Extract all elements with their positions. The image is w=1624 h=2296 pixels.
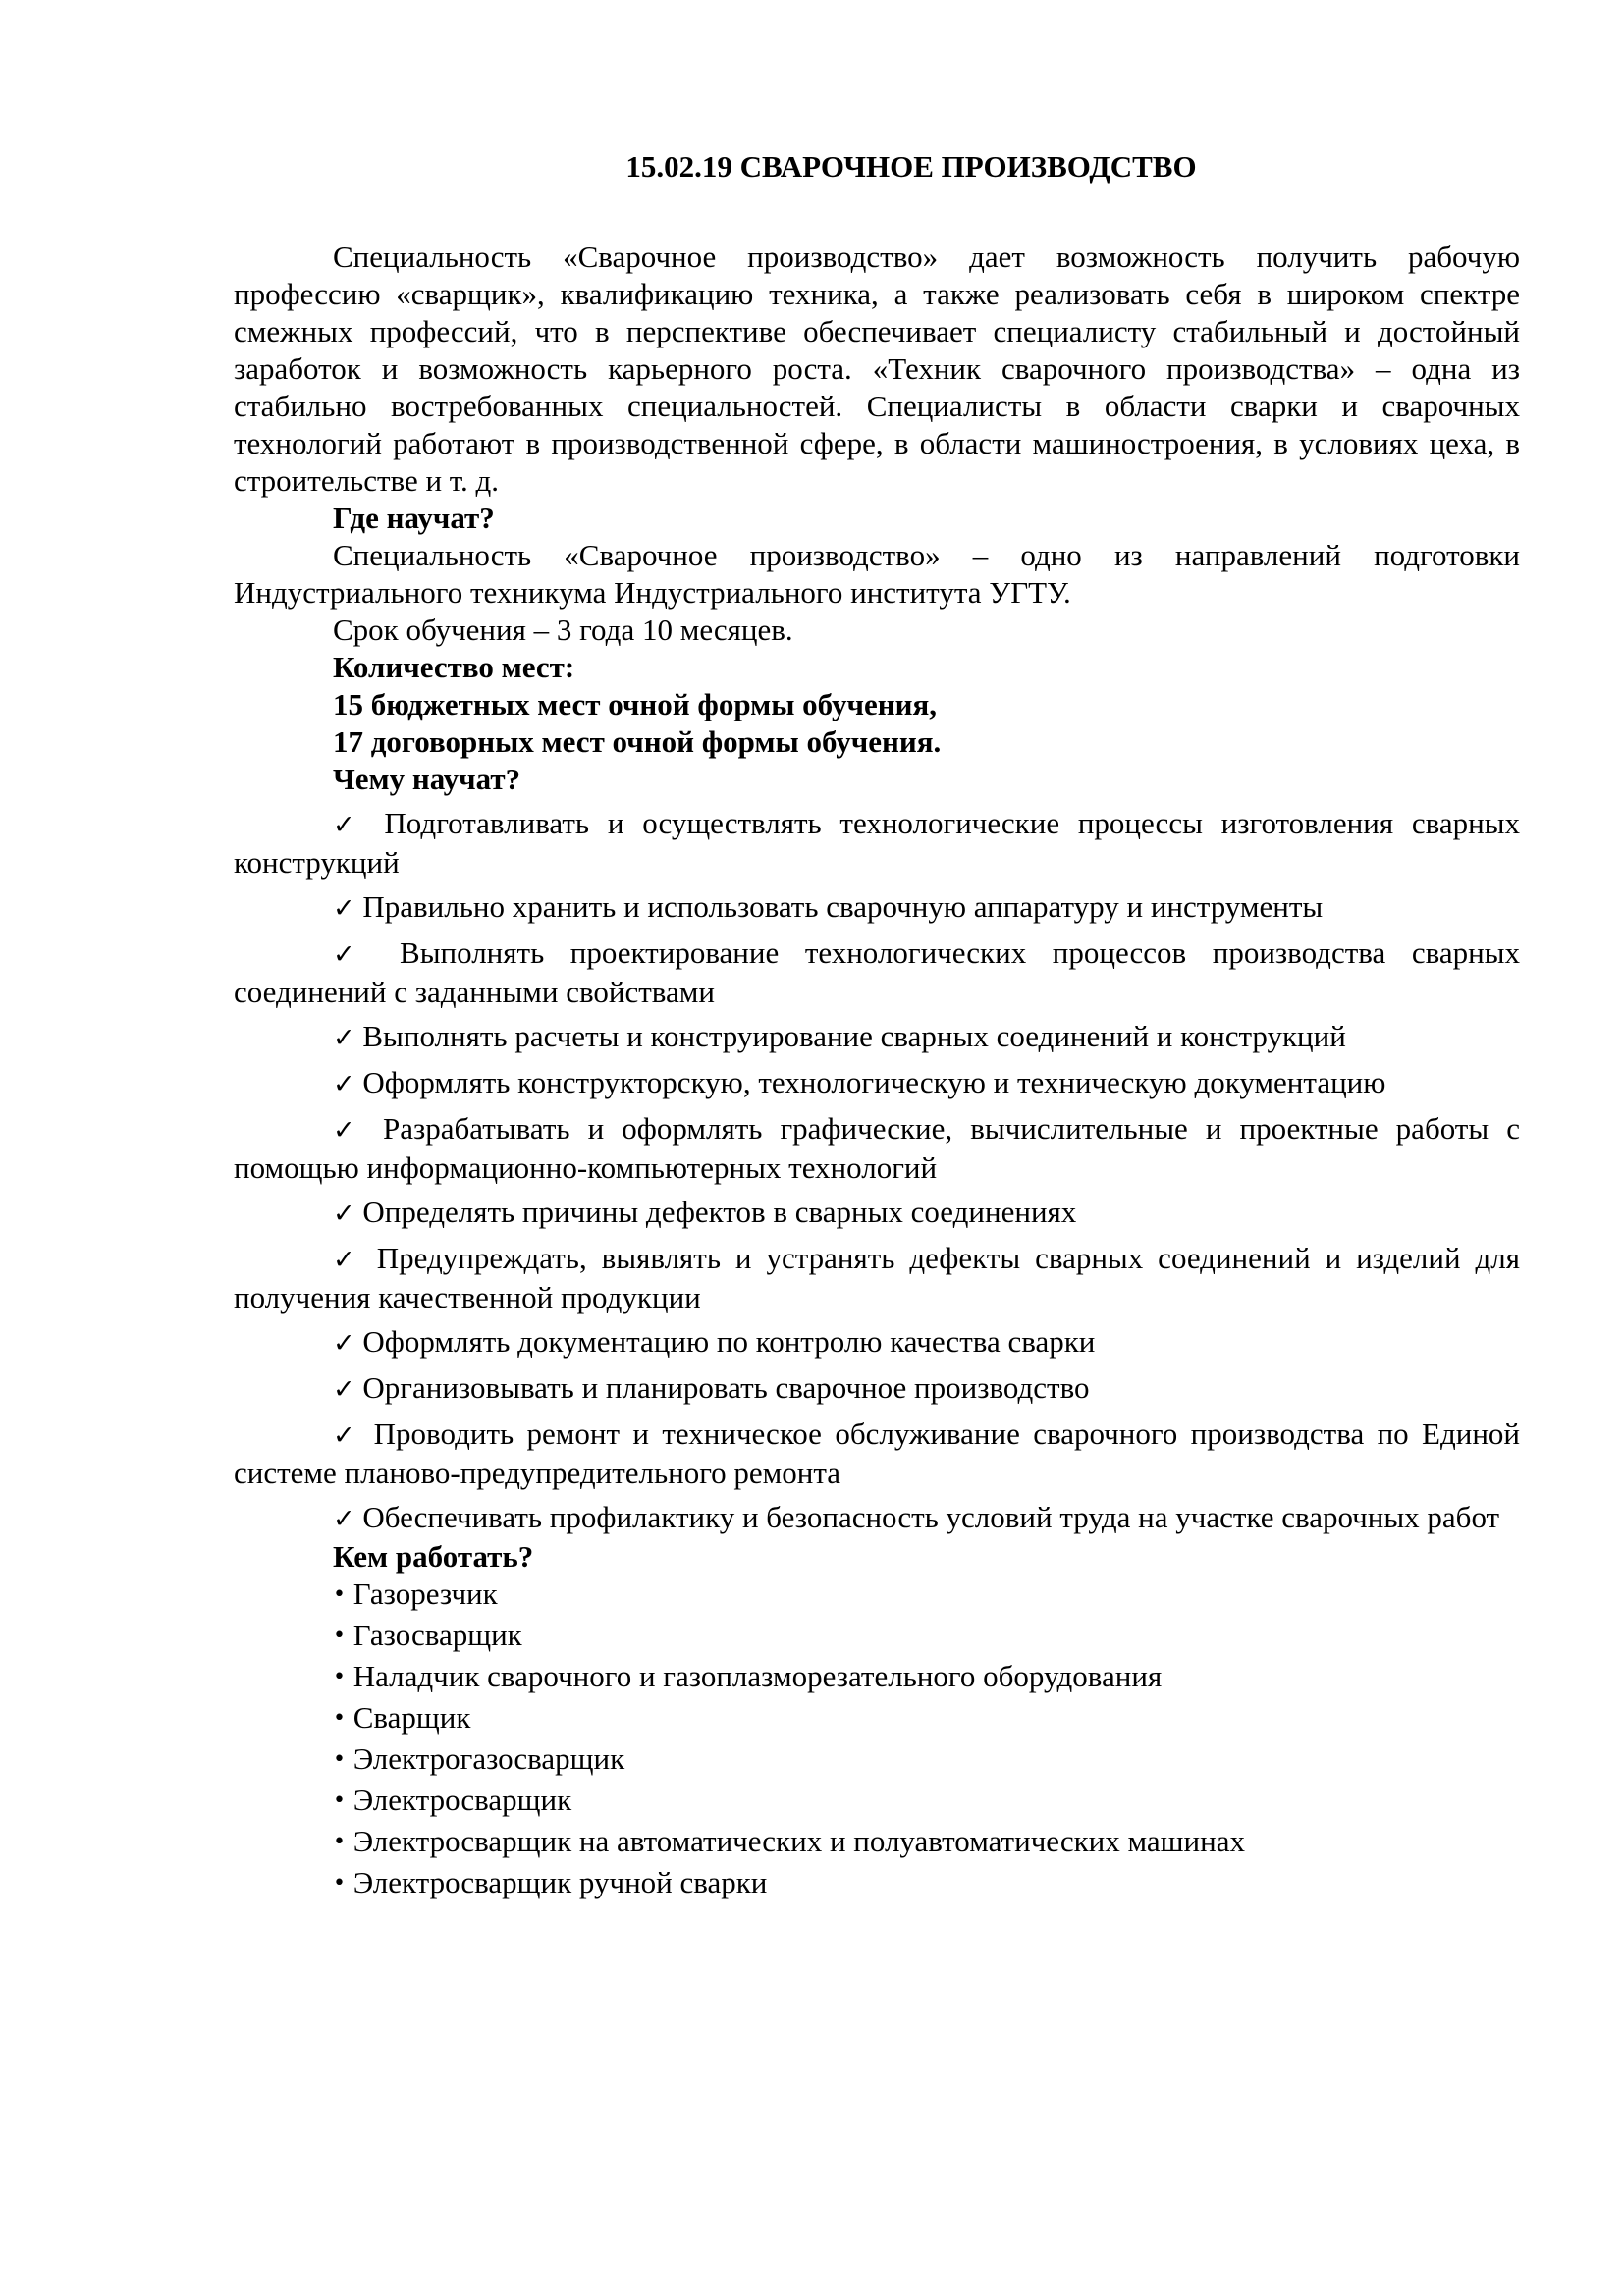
skill-item: [234, 1110, 1520, 1187]
skill-item: [234, 1369, 1520, 1409]
checkmark-icon: ✓: [333, 1023, 355, 1053]
checkmark-icon: ✓: [333, 1374, 355, 1405]
job-item: [234, 1864, 1520, 1905]
checkmark-icon: ✓: [333, 1199, 355, 1229]
checkmark-icon: ✓: [333, 1420, 361, 1451]
document-body: [234, 148, 1520, 1905]
seats-heading: Количество мест:: [333, 650, 575, 684]
checkmark-icon: ✓: [333, 1115, 365, 1146]
skill-item: [234, 1240, 1520, 1316]
checkmark-icon: ✓: [333, 893, 355, 924]
job-item: [234, 1658, 1520, 1699]
job-text: Газорезчик: [352, 1576, 498, 1611]
bullet-icon: •: [333, 1582, 346, 1607]
skill-item: [234, 888, 1520, 928]
job-text: Газосварщик: [352, 1618, 522, 1652]
job-item: [234, 1575, 1520, 1617]
skill-text: Выполнять расчеты и конструирование сварных соединений и конструкций: [362, 1019, 1346, 1053]
job-item: [234, 1617, 1520, 1658]
skill-item: [234, 1194, 1520, 1233]
job-item: [234, 1740, 1520, 1782]
seats-contract: 17 договорных мест очной формы обучения.: [333, 724, 942, 759]
job-text: Сварщик: [352, 1700, 471, 1735]
job-item: [234, 1823, 1520, 1864]
checkmark-icon: ✓: [333, 1328, 355, 1359]
checkmark-icon: ✓: [333, 1504, 355, 1534]
skills-list: [234, 805, 1520, 1538]
skill-text: Проводить ремонт и техническое обслуживание сварочного производства по Единой системе планово-предупредительного ремонта: [234, 1416, 1521, 1490]
bullet-icon: •: [333, 1830, 346, 1854]
job-item: [234, 1699, 1520, 1740]
job-text: Электросварщик ручной сварки: [352, 1865, 768, 1899]
job-text: Наладчик сварочного и газоплазморезательного оборудования: [352, 1659, 1163, 1693]
jobs-heading: Кем работать?: [333, 1539, 534, 1574]
job-item: [234, 1782, 1520, 1823]
skill-text: Организовывать и планировать сварочное производство: [362, 1370, 1090, 1405]
skill-item: [234, 1415, 1520, 1492]
jobs-list: [234, 1575, 1520, 1905]
checkmark-icon: ✓: [333, 1245, 362, 1275]
seats-budget: 15 бюджетных мест очной формы обучения,: [333, 687, 937, 721]
bullet-icon: •: [333, 1624, 346, 1648]
bullet-icon: •: [333, 1665, 346, 1689]
skill-text: Оформлять документацию по контролю качества сварки: [362, 1324, 1096, 1359]
skill-text: Разрабатывать и оформлять графические, вычислительные и проектные работы с помощью информационно-компьютерных технологий: [234, 1111, 1521, 1185]
skill-item: [234, 934, 1520, 1011]
checkmark-icon: ✓: [333, 939, 374, 970]
where-paragraph: Специальность «Сварочное производство» – одно из направлений подготовки Индустриального техникума Индустриального института УГТУ.: [234, 538, 1520, 610]
skill-item: [234, 805, 1520, 881]
skill-item: [234, 1064, 1520, 1103]
bullet-icon: •: [333, 1871, 346, 1896]
intro-paragraph: Специальность «Сварочное производство» дает возможность получить рабочую профессию «сварщик», квалификацию техника, а также реализовать себя в широком спектре смежных профессий, что в перспективе обеспечивает специалисту стабильный и достойный заработок и возможность карьерного роста. «Техник сварочного производства» – одна из стабильно востребованных специальностей. Специалисты в области сварки и сварочных технологий работают в производственной сфере, в области машиностроения, в условиях цеха, в строительстве и т. д.: [234, 240, 1520, 498]
job-text: Электросварщик на автоматических и полуавтоматических машинах: [352, 1824, 1245, 1858]
skill-text: Подготавливать и осуществлять технологические процессы изготовления сварных конструкций: [234, 806, 1521, 880]
checkmark-icon: ✓: [333, 810, 366, 840]
skill-item: [234, 1018, 1520, 1057]
job-text: Электрогазосварщик: [352, 1741, 625, 1776]
skill-text: Правильно хранить и использовать сварочную аппаратуру и инструменты: [362, 889, 1324, 924]
document-title: 15.02.19 СВАРОЧНОЕ ПРОИЗВОДСТВО: [625, 149, 1197, 184]
bullet-icon: •: [333, 1789, 346, 1813]
duration-text: Срок обучения – 3 года 10 месяцев.: [333, 613, 793, 647]
skill-item: [234, 1499, 1520, 1538]
skill-text: Выполнять проектирование технологических процессов производства сварных соединений с заданными свойствами: [234, 935, 1520, 1009]
job-text: Электросварщик: [352, 1783, 572, 1817]
bullet-icon: •: [333, 1706, 346, 1731]
where-heading: Где научат?: [333, 501, 495, 535]
bullet-icon: •: [333, 1747, 346, 1772]
skill-text: Обеспечивать профилактику и безопасность условий труда на участке сварочных работ: [362, 1500, 1500, 1534]
skill-text: Предупреждать, выявлять и устранять дефекты сварных соединений и изделий для получения качественной продукции: [234, 1241, 1521, 1314]
skill-item: [234, 1323, 1520, 1362]
skills-heading: Чему научат?: [333, 762, 521, 796]
skill-text: Определять причины дефектов в сварных соединениях: [362, 1195, 1077, 1229]
skill-text: Оформлять конструкторскую, технологическую и техническую документацию: [362, 1065, 1386, 1099]
checkmark-icon: ✓: [333, 1069, 355, 1099]
